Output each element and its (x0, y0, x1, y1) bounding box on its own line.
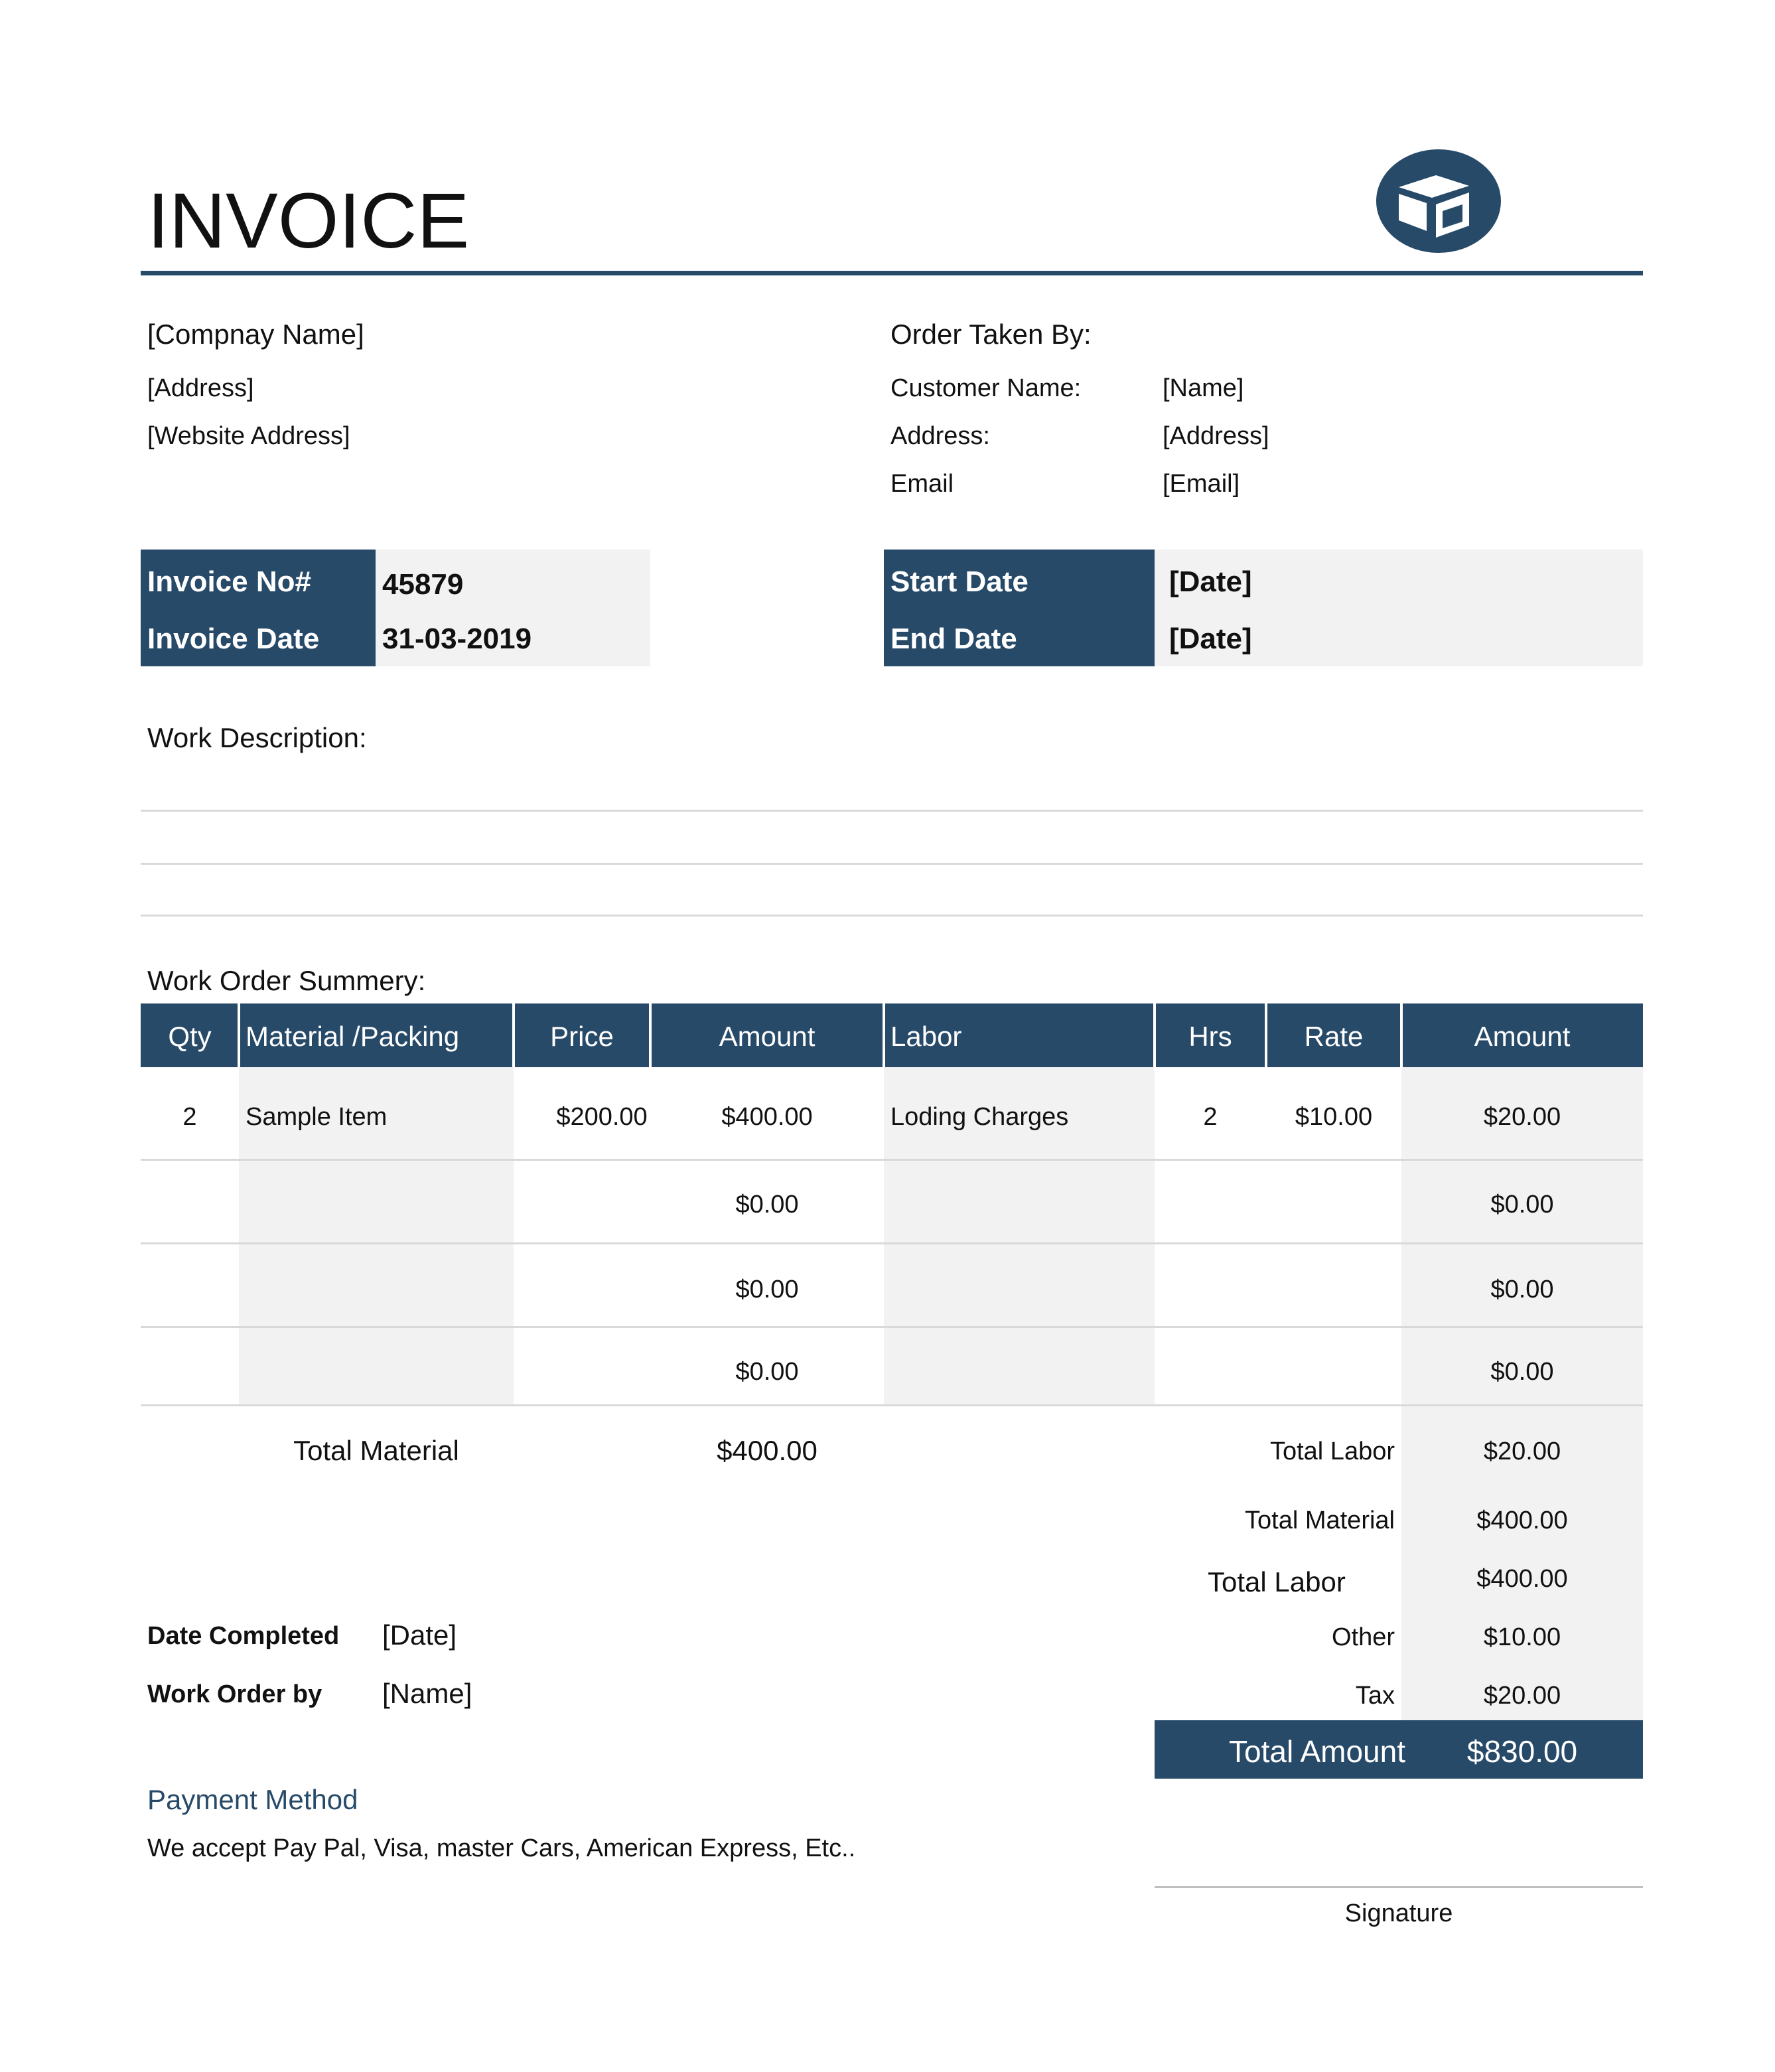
row-line-1 (141, 1159, 1643, 1161)
table-row-1-amount: $400.00 (721, 1103, 813, 1131)
invoice-title: INVOICE (147, 177, 470, 265)
end-date-value: [Date] (1169, 623, 1252, 655)
date-completed-value: [Date] (382, 1619, 457, 1651)
table-row-3-labor-amount: $0.00 (1490, 1276, 1554, 1303)
row-line-2 (141, 1242, 1643, 1244)
order-taken-heading: Order Taken By: (890, 319, 1092, 350)
table-row-1-labor-amount: $20.00 (1483, 1103, 1561, 1131)
date-completed-label: Date Completed (147, 1622, 340, 1650)
header-hrs: Hrs (1188, 1021, 1232, 1052)
header-rate: Rate (1304, 1021, 1364, 1052)
summary-total-labor-label: Total Labor (1269, 1438, 1395, 1465)
summary-total-labor2-label: Total Labor (1208, 1566, 1346, 1597)
table-row-1-price: $200.00 (556, 1103, 648, 1131)
payment-method-text: We accept Pay Pal, Visa, master Cars, American Express, Etc.. (147, 1834, 856, 1862)
table-row-3-amount: $0.00 (735, 1276, 799, 1303)
summary-total-material-value: $400.00 (1476, 1507, 1568, 1534)
work-order-summary-label: Work Order Summery: (147, 965, 426, 996)
customer-name-label: Customer Name: (890, 374, 1082, 402)
summary-total-labor2-value: $400.00 (1476, 1565, 1568, 1593)
invoice-number-label: Invoice No# (147, 565, 311, 598)
header-qty: Qty (168, 1021, 212, 1052)
table-row-1-rate: $10.00 (1295, 1103, 1373, 1131)
header-labor-amount: Amount (1474, 1021, 1571, 1052)
payment-method-heading: Payment Method (147, 1784, 358, 1815)
start-date-label: Start Date (890, 565, 1029, 598)
summary-tax-label: Tax (1355, 1682, 1395, 1710)
table-row-2-amount: $0.00 (735, 1191, 799, 1219)
title-rule (141, 271, 1643, 275)
row-line-3 (141, 1326, 1643, 1328)
header-material: Material /Packing (246, 1021, 460, 1052)
table-row-1-material: Sample Item (246, 1103, 388, 1131)
customer-name-value: [Name] (1163, 374, 1244, 402)
end-date-label: End Date (890, 623, 1017, 655)
table-row-4-labor-amount: $0.00 (1490, 1358, 1554, 1386)
customer-email-value: [Email] (1163, 470, 1240, 498)
customer-address-label: Address: (890, 422, 990, 450)
summary-total-labor-value: $20.00 (1483, 1438, 1561, 1465)
company-name: [Compnay Name] (147, 319, 364, 350)
header-labor: Labor (890, 1021, 962, 1052)
total-material-value: $400.00 (717, 1435, 817, 1466)
customer-address-value: [Address] (1163, 422, 1269, 450)
header-price: Price (550, 1021, 614, 1052)
table-row-1-labor: Loding Charges (890, 1103, 1069, 1131)
table-row-1-hrs: 2 (1203, 1103, 1218, 1131)
header-amount: Amount (719, 1021, 816, 1052)
company-address: [Address] (147, 374, 254, 402)
description-line-1 (141, 810, 1643, 812)
work-order-by-label: Work Order by (147, 1680, 322, 1708)
summary-tax-value: $20.00 (1483, 1682, 1561, 1710)
invoice-date-label: Invoice Date (147, 623, 320, 655)
work-order-by-value: [Name] (382, 1678, 472, 1709)
row-line-4 (141, 1404, 1643, 1406)
customer-email-label: Email (890, 470, 954, 498)
table-row-2-labor-amount: $0.00 (1490, 1191, 1554, 1219)
company-website: [Website Address] (147, 422, 350, 450)
total-amount-value: $830.00 (1466, 1734, 1578, 1769)
start-date-value: [Date] (1169, 565, 1252, 598)
work-description-label: Work Description: (147, 722, 367, 753)
summary-other-value: $10.00 (1483, 1623, 1561, 1651)
table-row-4-amount: $0.00 (735, 1358, 799, 1386)
summary-other-label: Other (1331, 1623, 1395, 1651)
description-line-3 (141, 915, 1643, 917)
invoice-date-value: 31-03-2019 (382, 623, 532, 655)
summary-total-material-label: Total Material (1245, 1507, 1395, 1534)
total-material-label: Total Material (293, 1435, 459, 1466)
signature-label: Signature (1344, 1899, 1453, 1927)
cube-logo-icon (1374, 147, 1504, 255)
total-amount-label: Total Amount (1229, 1734, 1405, 1769)
signature-line (1155, 1886, 1643, 1888)
invoice-number-value: 45879 (382, 568, 464, 601)
description-line-2 (141, 863, 1643, 865)
table-row-1-qty: 2 (182, 1103, 197, 1131)
